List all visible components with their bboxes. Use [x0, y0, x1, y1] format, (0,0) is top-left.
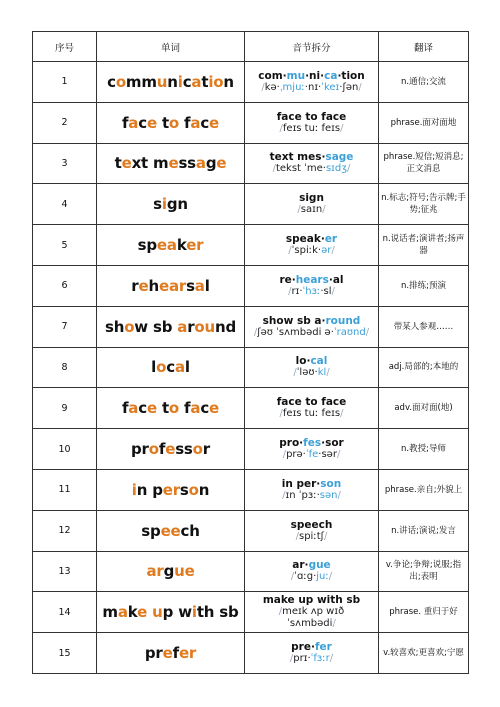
text-segment: l: [204, 276, 210, 295]
row-number: 8: [33, 347, 97, 388]
text-segment: t: [201, 72, 209, 91]
text-segment: th sb: [196, 603, 239, 622]
syllable-cell: [245, 184, 379, 225]
highlight-segment: sɪdʒ: [325, 163, 348, 175]
ipa-slash: /: [282, 489, 286, 501]
highlight-segment: ˈfe: [305, 449, 319, 461]
text-segment: n: [223, 72, 234, 91]
text-segment: pre·: [291, 641, 315, 654]
highlight-segment: u: [156, 72, 168, 91]
text-segment: pr: [144, 644, 163, 663]
highlight-segment: o: [148, 440, 159, 459]
syllable-cell: [245, 347, 379, 388]
row-number: 7: [33, 306, 97, 347]
table-body: [33, 62, 469, 674]
highlight-segment: e: [209, 113, 220, 132]
highlight-segment: o: [168, 113, 180, 132]
highlight-segment: mu: [286, 69, 306, 82]
text-segment: ɪn ˈpɜː·: [285, 489, 320, 501]
syllable-split: [247, 519, 376, 531]
highlight-segment: ue: [174, 562, 195, 581]
text-segment: k: [127, 603, 138, 622]
vocabulary-table: [32, 31, 469, 674]
ipa-slash: /: [337, 489, 341, 501]
text-segment: ˈləʊ·: [296, 367, 318, 379]
word-cell: [97, 469, 245, 510]
word-cell: [97, 347, 245, 388]
ipa-slash: /: [332, 618, 336, 630]
highlight-segment: io: [208, 72, 224, 91]
ipa-slash: /: [288, 245, 292, 257]
ipa-slash: /: [340, 408, 344, 420]
syllable-cell: [245, 102, 379, 143]
highlight-segment: e: [216, 154, 227, 173]
word-cell: [97, 429, 245, 470]
highlight-segment: o: [156, 358, 167, 377]
highlight-segment: sage: [325, 151, 354, 164]
text-segment: f: [158, 440, 166, 459]
ipa-slash: /: [279, 408, 283, 420]
text-segment: c: [182, 72, 192, 91]
text-segment: f: [179, 399, 191, 418]
text-segment: n: [167, 72, 178, 91]
highlight-segment: u: [152, 603, 163, 622]
highlight-segment: a: [194, 276, 205, 295]
text-segment: g: [205, 154, 217, 173]
text-segment: meɪk ʌp wɪð: [282, 606, 345, 618]
syllable-split: [247, 437, 376, 449]
text-segment: prɪ·: [293, 653, 311, 665]
word-cell: [97, 551, 245, 592]
text-segment: w sb: [134, 317, 178, 336]
text-segment: s: [179, 480, 189, 499]
text-segment: gn: [166, 195, 188, 214]
highlight-segment: e: [121, 154, 132, 173]
highlight-segment: e: [162, 644, 173, 663]
text-segment: ·nɪ·: [304, 81, 322, 93]
text-segment: p w: [162, 603, 192, 622]
row-number: 5: [33, 225, 97, 266]
syllable-split: [247, 151, 376, 163]
text-segment: nd: [215, 317, 237, 336]
text-segment: ch: [180, 521, 200, 540]
text-segment: speak·: [285, 233, 325, 246]
row-number: 14: [33, 592, 97, 633]
text-segment: n: [198, 480, 210, 499]
table-row: [33, 388, 469, 429]
text-segment: m: [102, 603, 118, 622]
highlight-segment: a: [174, 358, 185, 377]
translation-cell: adv.面对面(地): [379, 388, 469, 429]
highlight-segment: fes: [303, 437, 322, 450]
highlight-segment: a: [128, 399, 139, 418]
syllable-cell: [245, 62, 379, 103]
translation-cell: adj.局部的;本地的: [379, 347, 469, 388]
highlight-segment: a: [117, 603, 128, 622]
text-segment: r: [131, 276, 139, 295]
highlight-segment: e: [168, 154, 179, 173]
text-segment: feɪs tuː feɪs: [282, 122, 341, 134]
text-segment: sh: [104, 317, 125, 336]
word-cell: [97, 388, 245, 429]
highlight-segment: son: [320, 477, 342, 490]
syllable-split: [247, 70, 376, 82]
highlight-segment: ˈhɜː: [302, 285, 321, 297]
text-segment: t: [156, 399, 169, 418]
ipa-slash: /: [288, 285, 292, 297]
word-cell: [97, 510, 245, 551]
table-row: [33, 347, 469, 388]
translation-cell: v.较喜欢;更喜欢;宁愿: [379, 633, 469, 674]
highlight-segment: juː: [316, 571, 329, 583]
row-number: 12: [33, 510, 97, 551]
translation-cell: phrase. 重归于好: [379, 592, 469, 633]
table-row: [33, 62, 469, 103]
text-segment: face to face: [276, 396, 347, 409]
text-segment: c: [166, 358, 175, 377]
syllable-cell: [245, 143, 379, 184]
text-segment: ˈɑːg·: [294, 571, 317, 583]
text-segment: f: [121, 399, 129, 418]
highlight-segment: ˈfɜːr: [310, 653, 330, 665]
text-segment: face to face: [276, 110, 347, 123]
translation-cell: n.排练;预演: [379, 265, 469, 306]
phonetic: [247, 408, 376, 420]
row-number: 2: [33, 102, 97, 143]
text-segment: ·sər: [318, 449, 337, 461]
highlight-segment: ˈkeɪ: [321, 81, 340, 93]
syllable-cell: [245, 225, 379, 266]
text-segment: f: [172, 644, 179, 663]
highlight-segment: e: [209, 399, 220, 418]
translation-cell: phrase.亲自;外貌上: [379, 469, 469, 510]
syllable-cell: [245, 633, 379, 674]
text-segment: c: [138, 399, 147, 418]
ipa-slash: /: [297, 204, 301, 216]
phonetic: [247, 204, 376, 216]
translation-cell: n.教授;导师: [379, 429, 469, 470]
highlight-segment: a: [177, 317, 188, 336]
row-number: 9: [33, 388, 97, 429]
highlight-segment: o: [188, 480, 199, 499]
table-row: [33, 429, 469, 470]
phonetic: [247, 123, 376, 135]
highlight-segment: round: [325, 314, 361, 327]
text-segment: spiːtʃ: [299, 530, 324, 542]
translation-cell: phrase.短信;短消息;正文消息: [379, 143, 469, 184]
text-segment: ss: [175, 440, 193, 459]
highlight-segment: fer: [314, 641, 332, 654]
table-row: [33, 306, 469, 347]
highlight-segment: kl: [317, 367, 327, 379]
text-segment: r: [187, 317, 195, 336]
highlight-segment: a: [191, 72, 202, 91]
text-segment: make up with sb: [262, 594, 361, 607]
text-segment: show sb a·: [262, 314, 326, 327]
text-segment: in per·: [281, 477, 321, 490]
ipa-slash: /: [272, 163, 276, 175]
text-segment: f: [121, 113, 129, 132]
ipa-slash: /: [324, 530, 328, 542]
syllable-cell: [245, 592, 379, 633]
highlight-segment: ər: [321, 245, 332, 257]
table-row: [33, 633, 469, 674]
header-no: 序号: [33, 32, 97, 62]
text-segment: g: [163, 562, 175, 581]
ipa-slash: /: [340, 122, 344, 134]
text-segment: c: [107, 72, 116, 91]
word-cell: [97, 633, 245, 674]
syllable-split: [247, 478, 376, 490]
ipa-slash: /: [365, 326, 370, 338]
syllable-cell: [245, 469, 379, 510]
highlight-segment: gue: [308, 559, 331, 572]
highlight-segment: hears: [295, 273, 329, 286]
table-row: [33, 551, 469, 592]
translation-cell: n.标志;符号;告示牌;手势;征兆: [379, 184, 469, 225]
word-cell: [97, 592, 245, 633]
header-translation: 翻译: [379, 32, 469, 62]
highlight-segment: sən: [319, 489, 338, 501]
text-segment: saɪn: [300, 204, 323, 216]
text-segment: l: [184, 358, 190, 377]
word-cell: [97, 184, 245, 225]
row-number: 15: [33, 633, 97, 674]
syllable-cell: [245, 265, 379, 306]
highlight-segment: o: [115, 72, 126, 91]
text-segment: h: [148, 276, 159, 295]
highlight-segment: e: [137, 603, 148, 622]
text-segment: ˈspiːk·: [291, 245, 322, 257]
ipa-slash: /: [347, 163, 351, 175]
table-row: [33, 592, 469, 633]
phonetic: [247, 653, 376, 665]
highlight-segment: i: [177, 72, 183, 91]
syllable-cell: [245, 429, 379, 470]
highlight-segment: a: [195, 154, 206, 173]
translation-cell: phrase.面对面地: [379, 102, 469, 143]
row-number: 3: [33, 143, 97, 184]
ipa-slash: /: [282, 449, 287, 461]
text-segment: c: [200, 399, 210, 418]
phonetic: [247, 490, 376, 502]
syllable-cell: [245, 388, 379, 429]
syllable-split: [247, 641, 376, 653]
text-segment: r: [202, 440, 210, 459]
highlight-segment: ar: [146, 562, 164, 581]
text-segment: pro·: [279, 437, 304, 450]
word-cell: [97, 265, 245, 306]
syllable-split: [247, 274, 376, 286]
text-segment: ·sl: [320, 285, 332, 297]
table-row: [33, 469, 469, 510]
text-segment: sign: [299, 192, 324, 205]
translation-cell: n.讲话;演说;发言: [379, 510, 469, 551]
row-number: 11: [33, 469, 97, 510]
ipa-slash: /: [322, 204, 326, 216]
table-row: [33, 102, 469, 143]
text-segment: s: [186, 276, 195, 295]
text-segment: s: [153, 195, 162, 214]
syllable-split: [247, 233, 376, 245]
text-segment: k: [176, 236, 187, 255]
row-number: 10: [33, 429, 97, 470]
highlight-segment: ˌmjuː: [279, 81, 305, 93]
ipa-slash: /: [295, 530, 299, 542]
header-syllables: 音节拆分: [245, 32, 379, 62]
phonetic: [247, 327, 376, 339]
syllable-split: [247, 315, 376, 327]
highlight-segment: er: [324, 233, 338, 246]
translation-cell: v.争论;争辩;说服;指出;表明: [379, 551, 469, 592]
translation-cell: 带某人参观……: [379, 306, 469, 347]
phonetic: [247, 163, 376, 175]
highlight-segment: ca: [324, 69, 338, 82]
text-segment: lo·: [295, 355, 311, 368]
text-segment: sp: [141, 521, 161, 540]
word-cell: [97, 102, 245, 143]
ipa-slash: /: [279, 122, 283, 134]
highlight-segment: er: [162, 480, 180, 499]
text-segment: ·tion: [337, 69, 365, 82]
phonetic: [247, 82, 376, 94]
text-segment: f: [179, 113, 191, 132]
ipa-slash: /: [289, 653, 294, 665]
highlight-segment: o: [168, 399, 180, 418]
text-segment: ss: [178, 154, 196, 173]
header-word: 单词: [97, 32, 245, 62]
text-segment: n p: [136, 480, 163, 499]
ipa-slash: /: [253, 326, 258, 338]
highlight-segment: a: [190, 113, 201, 132]
text-segment: ·sor: [321, 437, 344, 450]
text-segment: pr: [131, 440, 149, 459]
highlight-segment: ea: [156, 236, 177, 255]
phonetic: [247, 449, 376, 461]
text-segment: rɪ·: [291, 285, 303, 297]
syllable-split: [247, 111, 376, 123]
text-segment: sp: [137, 236, 157, 255]
syllable-cell: [245, 306, 379, 347]
row-number: 4: [33, 184, 97, 225]
table-row: [33, 184, 469, 225]
highlight-segment: o: [192, 440, 203, 459]
highlight-segment: ˈraʊnd: [333, 326, 366, 338]
text-segment: ·ni·: [305, 69, 325, 82]
phonetic-cont: ˈsʌmbədi: [287, 618, 333, 630]
table-row: [33, 265, 469, 306]
text-segment: feɪs tuː feɪs: [282, 408, 341, 420]
ipa-slash: /: [293, 367, 297, 379]
phonetic: [247, 245, 376, 257]
highlight-segment: ear: [158, 276, 187, 295]
table-row: [33, 225, 469, 266]
ipa-slash: /: [329, 653, 334, 665]
highlight-segment: ou: [194, 317, 215, 336]
ipa-slash: /: [290, 571, 295, 583]
syllable-split: [247, 559, 376, 571]
text-segment: ·al: [328, 273, 344, 286]
highlight-segment: e: [138, 276, 149, 295]
text-segment: speech: [290, 518, 333, 531]
ipa-slash: /: [358, 81, 362, 93]
ipa-slash: /: [261, 81, 265, 93]
syllable-cell: [245, 551, 379, 592]
table-row: [33, 143, 469, 184]
syllable-split: [247, 396, 376, 408]
translation-cell: n.通信;交流: [379, 62, 469, 103]
word-cell: [97, 306, 245, 347]
text-segment: ar·: [292, 559, 309, 572]
highlight-segment: ee: [160, 521, 181, 540]
text-segment: c: [138, 113, 147, 132]
phonetic: [247, 571, 376, 583]
text-segment: c: [200, 113, 210, 132]
syllable-split: [247, 355, 376, 367]
highlight-segment: e: [165, 440, 176, 459]
syllable-split: [247, 594, 376, 606]
text-segment: tekst ˈme·: [275, 163, 326, 175]
highlight-segment: er: [178, 644, 197, 663]
text-segment: com·: [258, 69, 287, 82]
ipa-slash: /: [328, 571, 333, 583]
ipa-slash: /: [326, 367, 330, 379]
highlight-segment: o: [124, 317, 135, 336]
text-segment: kə·: [264, 81, 280, 93]
phonetic: [247, 367, 376, 379]
highlight-segment: e: [146, 113, 157, 132]
text-segment: t: [114, 154, 122, 173]
text-segment: mm: [125, 72, 157, 91]
highlight-segment: i: [191, 603, 197, 622]
row-number: 1: [33, 62, 97, 103]
highlight-segment: cal: [310, 355, 328, 368]
highlight-segment: e: [146, 399, 157, 418]
text-segment: text mes·: [269, 151, 326, 164]
ipa-slash: /: [278, 606, 283, 618]
ipa-slash: /: [331, 285, 335, 297]
phonetic: [247, 531, 376, 543]
highlight-segment: a: [190, 399, 201, 418]
phonetic: [247, 606, 376, 630]
syllable-cell: [245, 510, 379, 551]
syllable-split: [247, 192, 376, 204]
word-cell: [97, 62, 245, 103]
word-cell: [97, 225, 245, 266]
highlight-segment: er: [186, 236, 204, 255]
text-segment: ·ʃən: [339, 81, 359, 93]
text-segment: ʃəʊ ˈsʌmbədi ə·: [257, 326, 334, 338]
ipa-slash: /: [331, 245, 335, 257]
highlight-segment: i: [131, 480, 137, 499]
highlight-segment: i: [161, 195, 167, 214]
ipa-slash: /: [336, 449, 341, 461]
text-segment: xt m: [131, 154, 169, 173]
table-row: [33, 510, 469, 551]
translation-cell: n.说话者;演讲者;扬声器: [379, 225, 469, 266]
row-number: 6: [33, 265, 97, 306]
text-segment: l: [151, 358, 157, 377]
text-segment: prə·: [286, 449, 306, 461]
row-number: 13: [33, 551, 97, 592]
phonetic: [247, 286, 376, 298]
text-segment: t: [156, 113, 169, 132]
word-cell: [97, 143, 245, 184]
text-segment: re·: [279, 273, 296, 286]
highlight-segment: a: [128, 113, 139, 132]
header-row: [33, 32, 469, 62]
